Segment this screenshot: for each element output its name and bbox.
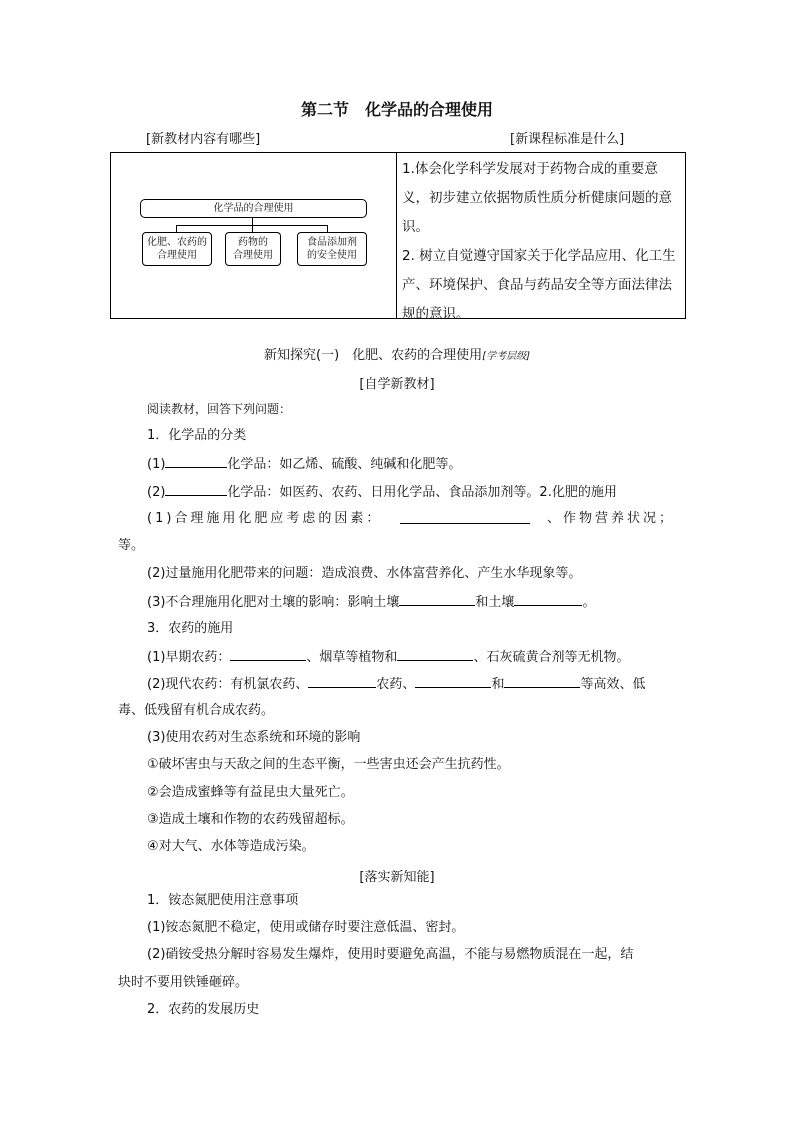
- text-line: 块时不要用铁锤砸碎。: [118, 975, 249, 990]
- fill-line: (3)不合理施用化肥对土壤的影响：影响土壤 和土壤 。: [147, 595, 596, 610]
- diagram-root: 化学品的合理使用: [140, 199, 367, 218]
- header-left: [新教材内容有哪些]: [146, 132, 261, 147]
- page-title: 第二节 化学品的合理使用: [300, 100, 493, 119]
- curriculum-standards: [402, 155, 680, 329]
- answer-blank[interactable]: [397, 648, 473, 661]
- text-line: ④对大气、水体等造成污染。: [147, 839, 315, 854]
- connector: [176, 225, 177, 232]
- item-heading: 2．农药的发展历史: [147, 1002, 260, 1017]
- diagram-child-fertilizer: 化肥、农药的 合理使用: [142, 232, 212, 266]
- subheading: [落实新知能]: [359, 870, 435, 885]
- subheading: [自学新教材]: [359, 377, 435, 392]
- standard-item: 1.体会化学科学发展对于药物合成的重要意义，初步建立依据物质性质分析健康问题的意识。: [402, 161, 672, 235]
- answer-blank[interactable]: [399, 593, 475, 606]
- text-line: 毒、低残留有机合成农药。: [118, 703, 275, 718]
- text-line: (3)使用农药对生态系统和环境的影响: [147, 730, 361, 745]
- text-line: ②会造成蜜蜂等有益昆虫大量死亡。: [147, 785, 354, 800]
- section-heading: 新知探究(一) 化肥、农药的合理使用[学考层级]: [264, 348, 530, 363]
- diagram-child-drug: 药物的 合理使用: [225, 232, 281, 266]
- connector: [252, 225, 253, 232]
- standard-item: 2. 树立自觉遵守国家关于化学品应用、化工生产、环境保护、食品与药品安全等方面法律法规的意识。: [402, 248, 676, 322]
- fill-line: (2) 化学品：如医药、农药、日用化学品、食品添加剂等。2.化肥的施用: [147, 485, 617, 500]
- header-right: [新课程标准是什么]: [510, 132, 625, 147]
- diagram-child-additive: 食品添加剂 的安全使用: [297, 232, 367, 266]
- item-heading: 1．铵态氮肥使用注意事项: [147, 893, 299, 908]
- answer-blank[interactable]: [415, 675, 491, 688]
- item-heading: 1．化学品的分类: [147, 428, 247, 443]
- answer-blank[interactable]: [165, 483, 227, 496]
- table-divider: [396, 153, 397, 318]
- text-line: (2)过量施用化肥带来的问题：造成浪费、水体富营养化、产生水华现象等。: [147, 566, 582, 581]
- text-line: (1)铵态氮肥不稳定，使用或储存时要注意低温、密封。: [147, 920, 465, 935]
- fill-line: (1)早期农药： 、烟草等植物和 、石灰硫黄合剂等无机物。: [147, 650, 630, 665]
- connector: [252, 218, 253, 225]
- answer-blank[interactable]: [308, 675, 376, 688]
- intro-text: 阅读教材，回答下列问题：: [147, 402, 292, 416]
- summary-table: [110, 152, 686, 322]
- item-heading: 3．农药的施用: [147, 621, 234, 636]
- text-line: ③造成土壤和作物的农药残留超标。: [147, 812, 354, 827]
- text-line: ①破坏害虫与天敌之间的生态平衡，一些害虫还会产生抗药性。: [147, 757, 510, 772]
- answer-blank[interactable]: [514, 593, 582, 606]
- fill-line: 等。: [118, 538, 145, 553]
- fill-line: (1)合理施用化肥应考虑的因素： 、作物营养状况；: [147, 511, 675, 526]
- connector: [327, 225, 328, 232]
- answer-blank[interactable]: [400, 511, 530, 524]
- answer-blank[interactable]: [165, 455, 227, 468]
- fill-line: (2)现代农药：有机氯农药、 农药、 和 等高效、低: [147, 677, 646, 692]
- fill-line: (1) 化学品：如乙烯、硫酸、纯碱和化肥等。: [147, 457, 462, 472]
- text-line: (2)硝铵受热分解时容易发生爆炸，使用时要避免高温，不能与易燃物质混在一起，结: [147, 947, 634, 962]
- answer-blank[interactable]: [504, 675, 580, 688]
- answer-blank[interactable]: [230, 648, 306, 661]
